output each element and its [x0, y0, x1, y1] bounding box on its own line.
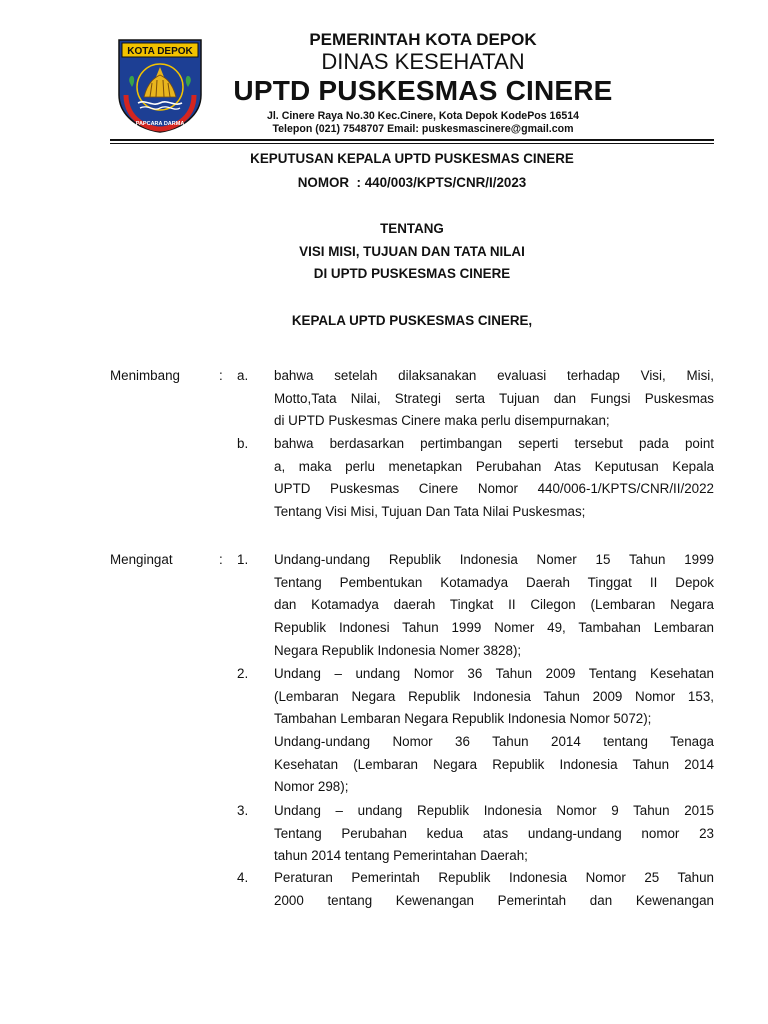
text-line: Motto,Tata Nilai, Strategi serta Tujuan dan Fungsi Puskesmas: [274, 390, 714, 406]
text-line: Undang-undang Nomor 36 Tahun 2014 tentang Tenaga: [274, 734, 714, 750]
text-line: Negara Republik Indonesia Nomer 3828);: [274, 642, 522, 658]
text-line: Nomor 298);: [274, 779, 349, 795]
decree-authority: KEPALA UPTD PUSKESMAS CINERE,: [291, 313, 533, 328]
letterhead-rule-thick: [110, 139, 714, 141]
decree-number: NOMOR : 440/003/KPTS/CNR/I/2023: [297, 175, 527, 190]
text-line: Undang – undang Nomor 36 Tahun 2009 Tentang Kesehatan: [274, 666, 714, 681]
text-line: Tentang Perubahan kedua atas undang-undang nomor 23: [274, 825, 714, 841]
office-address: Jl. Cinere Raya No.30 Kec.Cinere, Kota Depok KodePos 16514: [266, 110, 580, 122]
recalling-marker-3: 3.: [237, 803, 249, 818]
text-line: di UPTD Puskesmas Cinere maka perlu disempurnakan;: [274, 413, 610, 429]
emblem-banner-text: KOTA DEPOK: [127, 46, 193, 57]
text-line: UPTD Puskesmas Cinere Nomor 440/006-1/KPTS/CNR/II/2022: [274, 481, 714, 497]
letterhead-rule-thin: [110, 143, 714, 144]
government-name: PEMERINTAH KOTA DEPOK: [309, 30, 537, 49]
text-line: bahwa setelah dilaksanakan evaluasi terhadap Visi, Misi,: [274, 368, 714, 383]
decree-subject-line-1: VISI MISI, TUJUAN DAN TATA NILAI: [299, 244, 525, 259]
office-contact: Telepon (021) 7548707 Email: puskesmascinere@gmail.com: [272, 123, 574, 135]
text-line: a, maka perlu menetapkan Perubahan Atas Keputusan Kepala: [274, 458, 714, 474]
text-line: Undang-undang Republik Indonesia Nomer 15 Tahun 1999: [274, 552, 714, 567]
recalling-colon: :: [219, 552, 223, 567]
emblem-motto-text: PAPCARA DARMA: [135, 121, 185, 127]
text-line: Peraturan Pemerintah Republik Indonesia Nomor 25 Tahun: [274, 870, 714, 885]
considering-label: Menimbang: [110, 368, 180, 383]
text-line: Kesehatan (Lembaran Negara Republik Indonesia Tahun 2014: [274, 756, 714, 772]
recalling-label: Mengingat: [110, 552, 173, 567]
text-line: (Lembaran Negara Republik Indonesia Tahun 2009 Nomor 153,: [274, 688, 714, 704]
department-name: DINAS KESEHATAN: [321, 49, 525, 74]
text-line: bahwa berdasarkan pertimbangan seperti tersebut pada point: [274, 436, 714, 451]
text-line: Undang – undang Republik Indonesia Nomor 9 Tahun 2015: [274, 803, 714, 818]
decree-about-label: TENTANG: [380, 221, 444, 236]
considering-colon: :: [219, 368, 223, 383]
recalling-item-3: [274, 800, 714, 868]
recalling-item-4: [274, 867, 714, 912]
decree-title: KEPUTUSAN KEPALA UPTD PUSKESMAS CINERE: [250, 151, 574, 166]
text-line: 2000 tentang Kewenangan Pemerintah dan Kewenangan: [274, 892, 714, 908]
recalling-item-2: [274, 663, 714, 799]
recalling-marker-2: 2.: [237, 666, 249, 681]
unit-name: UPTD PUSKESMAS CINERE: [233, 75, 613, 106]
recalling-marker-1: 1.: [237, 552, 249, 567]
text-line: tahun 2014 tentang Pemerintahan Daerah;: [274, 848, 528, 864]
considering-marker-a: a.: [237, 368, 249, 383]
considering-marker-b: b.: [237, 436, 249, 451]
text-line: Tambahan Lembaran Negara Republik Indonesia Nomor 5072);: [274, 711, 652, 727]
considering-item-a: [274, 365, 714, 433]
considering-item-b: [274, 433, 714, 524]
recalling-marker-4: 4.: [237, 870, 249, 885]
decree-subject-line-2: DI UPTD PUSKESMAS CINERE: [313, 266, 511, 281]
text-line: dan Kotamadya daerah Tingkat II Cilegon (Lembaran Negara: [274, 597, 714, 613]
text-line: Republik Indonesi Tahun 1999 Nomer 49, Tambahan Lembaran: [274, 620, 714, 636]
recalling-item-1: [274, 549, 714, 662]
kota-depok-emblem: [116, 37, 204, 133]
text-line: Tentang Visi Misi, Tujuan Dan Tata Nilai Puskesmas;: [274, 504, 586, 520]
text-line: Tentang Pembentukan Kotamadya Daerah Tinggat II Depok: [274, 574, 714, 590]
